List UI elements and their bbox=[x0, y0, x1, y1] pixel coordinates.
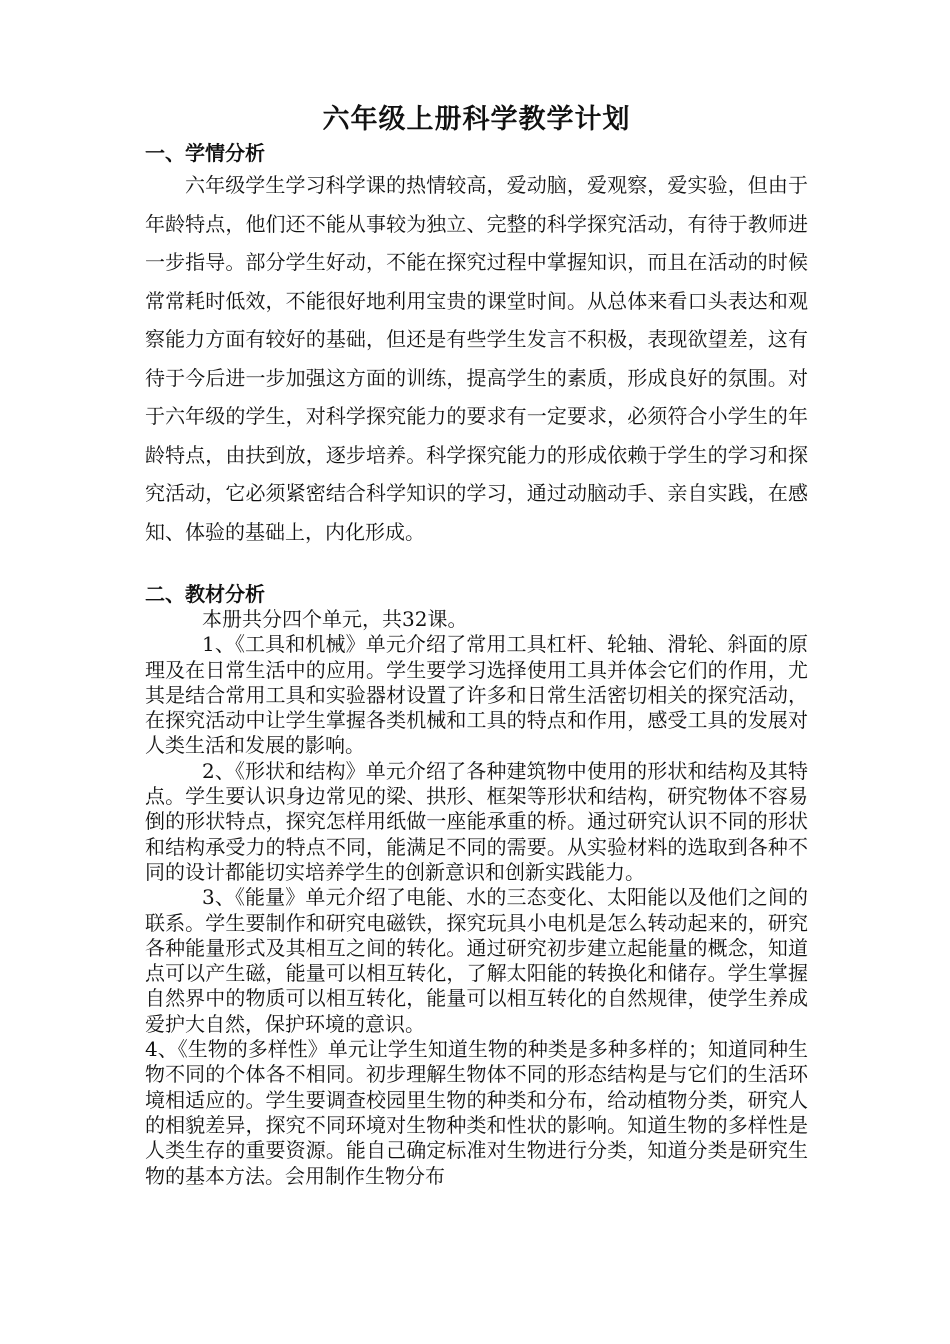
textbook-intro-paragraph: 本册共分四个单元，共32课。 bbox=[202, 607, 468, 631]
section-heading-textbook-analysis: 二、教材分析 bbox=[145, 582, 265, 606]
unit1-paragraph: 1、《工具和机械》单元介绍了常用工具杠杆、轮轴、滑轮、斜面的原理及在日常生活中的应用。学生要学习选择使用工具并体会它们的作用，尤其是结合常用工具和实验器材设置了许多和日常生活密切相关的探究活动，在探究活动中让学生掌握各类机械和工具的特点和作用，感受工具的发展对人类生活和发展的影响。 bbox=[145, 632, 808, 758]
unit4-paragraph: 4、《生物的多样性》单元让学生知道生物的种类是多种多样的；知道同种生物不同的个体各不相同。初步理解生物体不同的形态结构是与它们的生活环境相适应的。学生要调查校园里生物的种类和分布，给动植物分类，研究人的相貌差异，探究不同环境对生物种类和性状的影响。知道生物的多样性是人类生存的重要资源。能自己确定标准对生物进行分类，知道分类是研究生物的基本方法。会用制作生物分布 bbox=[145, 1037, 808, 1188]
learning-analysis-paragraph: 六年级学生学习科学课的热情较高，爱动脑，爱观察，爱实验，但由于年龄特点，他们还不能从事较为独立、完整的科学探究活动，有待于教师进一步指导。部分学生好动，不能在探究过程中掌握知识，而且在活动的时候常常耗时低效，不能很好地利用宝贵的课堂时间。从总体来看口头表达和观察能力方面有较好的基础，但还是有些学生发言不积极，表现欲望差，这有待于今后进一步加强这方面的训练，提高学生的素质，形成良好的氛围。对于六年级的学生，对科学探究能力的要求有一定要求，必须符合小学生的年龄特点，由扶到放，逐步培养。科学探究能力的形成依赖于学生的学习和探究活动，它必须紧密结合科学知识的学习，通过动脑动手、亲自实践，在感知、体验的基础上，内化形成。 bbox=[145, 173, 808, 544]
unit3-paragraph: 3、《能量》单元介绍了电能、水的三态变化、太阳能以及他们之间的联系。学生要制作和研究电磁铁，探究玩具小电机是怎么转动起来的，研究各种能量形式及其相互之间的转化。通过研究初步建立起能量的概念，知道点可以产生磁，能量可以相互转化，了解太阳能的转换化和储存。学生掌握自然界中的物质可以相互转化，能量可以相互转化的自然规律，使学生养成爱护大自然，保护环境的意识。 bbox=[145, 885, 808, 1036]
document-title: 六年级上册科学教学计划 bbox=[322, 104, 631, 135]
section-spacer bbox=[145, 551, 808, 581]
section-heading-learning-analysis: 一、学情分析 bbox=[145, 141, 265, 165]
unit2-paragraph: 2、《形状和结构》单元介绍了各种建筑物中使用的形状和结构及其特点。学生要认识身边常见的梁、拱形、框架等形状和结构，研究物体不容易倒的形状特点，探究怎样用纸做一座能承重的桥。通过研究认识不同的形状和结构承受力的特点不同，能满足不同的需要。从实验材料的选取到各种不同的设计都能切实培养学生的创新意识和创新实践能力。 bbox=[145, 758, 808, 884]
